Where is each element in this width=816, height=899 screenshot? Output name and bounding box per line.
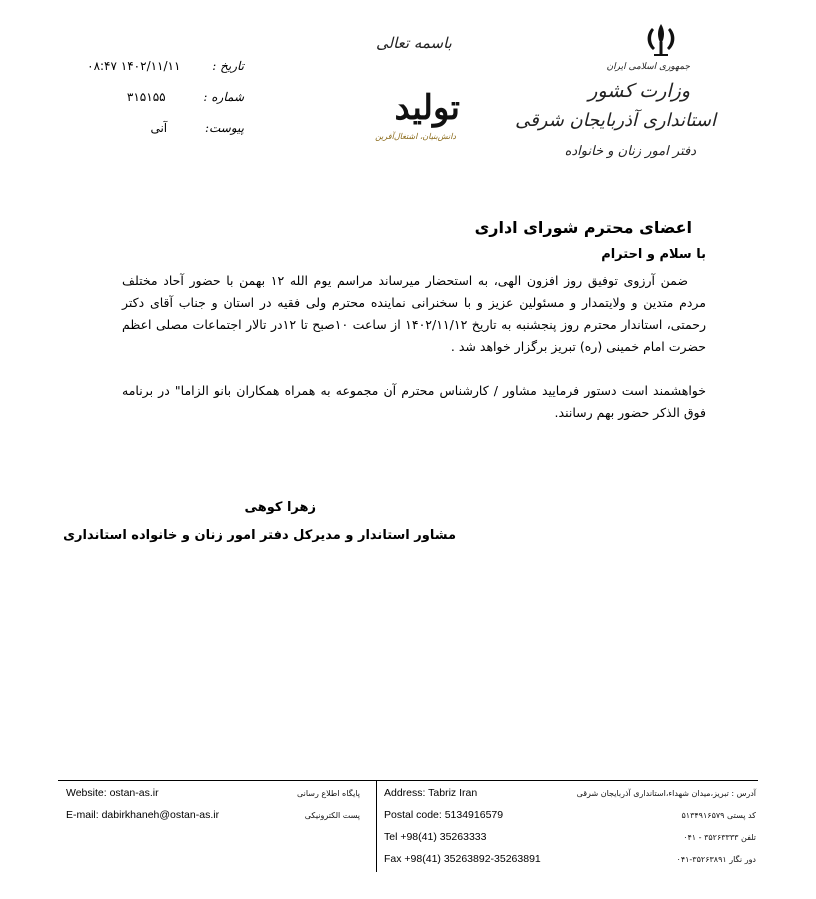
ministry-name-text: وزارت کشور	[588, 80, 690, 102]
production-logo	[360, 88, 464, 152]
body-paragraph-1: ضمن آرزوی توفیق روز افزون الهی، به استحضار میرساند مراسم یوم الله ۱۲ بهمن با حضور آحاد مختلف مردم متدین و ولایتمدار و مسئولین عزیز و با سخنرانی نماینده محترم ولی فقیه در استان و جناب آقای دکتر رحمتی، استاندار محترم روز پنجشنبه به تاریخ ۱۴۰۲/۱۱/۱۲ از ساعت ۱۰صبح تا ۱۲در تالار اجتماعات مصلی اعظم حضرت امام خمینی (ره) تبریز برگزار خواهد شد .	[122, 273, 706, 354]
basmeh-heading: باسمه تعالی	[376, 34, 452, 52]
footer-fax: Fax +98(41) 35263892-35263891	[384, 853, 541, 865]
body-paragraph-2: خواهشمند است دستور فرمایید مشاور / کارشناس محترم آن مجموعه به همراه همکاران بانو الزاما" در برنامه فوق الذکر حضور بهم رسانند.	[122, 383, 706, 420]
footer-email: E-mail: dabirkhaneh@ostan-as.ir	[66, 809, 220, 821]
footer-divider	[376, 780, 377, 872]
recipient-heading: اعضای محترم شورای اداری	[474, 218, 692, 237]
attachment-label: پیوست:	[204, 121, 244, 135]
footer-address: Address: Tabriz Iran	[384, 787, 478, 799]
footer-website-label: پایگاه اطلاع رسانی	[296, 789, 360, 798]
footer-email-label: پست الکترونیکی	[304, 811, 360, 820]
greeting-text: با سلام و احترام	[601, 247, 706, 262]
attachment-value: آنی	[150, 121, 168, 135]
date-value: ۱۴۰۲/۱۱/۱۱ ۰۸:۴۷	[87, 59, 181, 73]
footer-website: Website: ostan-as.ir	[66, 787, 159, 799]
date-row	[87, 59, 244, 73]
footer-tel-fa: تلفن ۳۵۲۶۳۳۳۳ - ۰۴۱	[683, 833, 756, 842]
footer-tel: Tel +98(41) 35263333	[384, 831, 487, 843]
signature-title: مشاور استاندار و مدیرکل دفتر امور زنان و خانواده استانداری	[63, 528, 456, 543]
logo-main-text: تولید	[394, 88, 460, 128]
attachment-row	[150, 121, 244, 135]
number-row	[127, 90, 244, 104]
ministry-department-text: دفتر امور زنان و خانواده	[564, 144, 696, 159]
number-label: شماره :	[203, 90, 244, 104]
footer-top-rule	[58, 780, 758, 781]
ministry-republic-text: جمهوری اسلامی ایران	[606, 62, 690, 72]
signature-name: زهرا کوهی	[244, 500, 316, 515]
footer-address-fa: آدرس : تبریز،میدان شهداء،استانداری آذربایجان شرقی	[576, 789, 756, 798]
footer-postal: Postal code: 5134916579	[384, 809, 504, 821]
footer-fax-fa: دور نگار ۳۵۲۶۳۸۹۱-۰۴۱	[676, 855, 756, 864]
iran-emblem-icon	[640, 22, 682, 62]
footer-postal-fa: کد پستی ۵۱۳۴۹۱۶۵۷۹	[681, 811, 756, 820]
ministry-province-text: استانداری آذربایجان شرقی	[515, 110, 716, 131]
date-label: تاریخ :	[212, 59, 244, 73]
logo-sub-text: دانش‌بنیان، اشتغال‌آفرین	[375, 132, 456, 141]
number-value: ۳۱۵۱۵۵	[126, 90, 166, 104]
